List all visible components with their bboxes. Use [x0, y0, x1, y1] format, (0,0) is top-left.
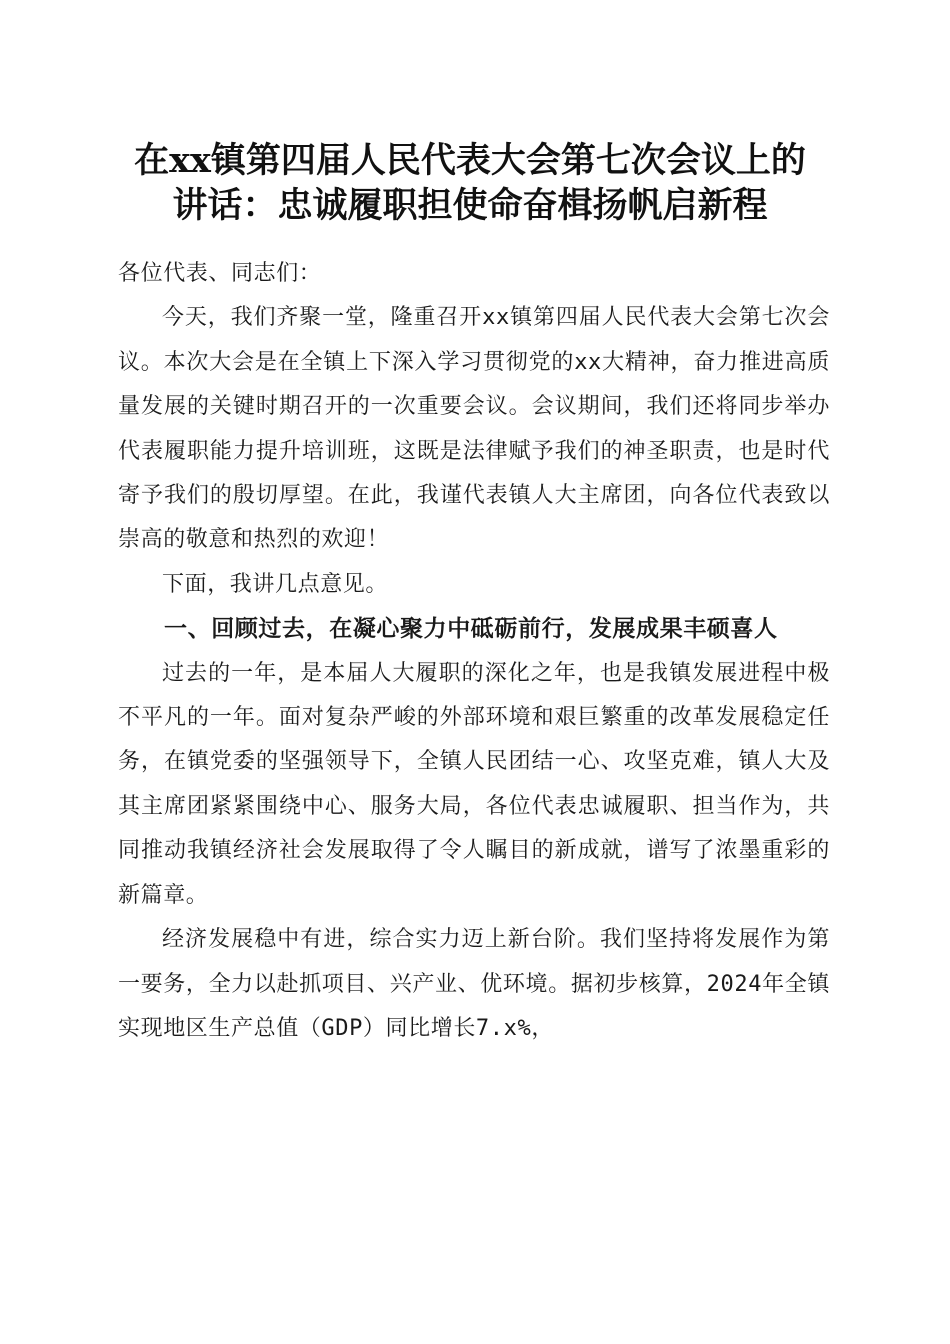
section-heading: 一、回顾过去，在凝心聚力中砥砺前行，发展成果丰硕喜人	[164, 616, 778, 643]
title-line-2: 讲话：忠诚履职担使命奋楫扬帆启新程	[172, 185, 768, 226]
paragraph-review: 过去的一年，是本届人大履职的深化之年，也是我镇发展进程中极不平凡的一年。面对复杂严峻的外部环境和艰巨繁重的改革发展稳定任务，在镇党委的坚强领导下，全镇人民团结一心、攻坚克难，镇人大及其主席团紧紧围绕中心、服务大局，各位代表忠诚履职、担当作为，共同推动我镇经济社会发展取得了令人瞩目的新成就，谱写了浓墨重彩的新篇章。	[118, 660, 830, 908]
paragraph-transition: 下面，我讲几点意见。	[162, 571, 389, 597]
document-title	[100, 138, 840, 228]
document-body	[118, 252, 830, 1051]
title-line-1: 在xx镇第四届人民代表大会第七次会议上的	[134, 140, 806, 181]
salutation: 各位代表、同志们：	[118, 261, 322, 286]
paragraph-opening: 今天，我们齐聚一堂，隆重召开xx镇第四届人民代表大会第七次会议。本次大会是在全镇上下深入学习贯彻党的xx大精神，奋力推进高质量发展的关键时期召开的一次重要会议。会议期间，我们还将同步举办代表履职能力提升培训班，这既是法律赋予我们的神圣职责，也是时代寄予我们的殷切厚望。在此，我谨代表镇人大主席团，向各位代表致以崇高的敬意和热烈的欢迎！	[118, 305, 830, 553]
paragraph-economy: 经济发展稳中有进，综合实力迈上新台阶。我们坚持将发展作为第一要务，全力以赴抓项目、兴产业、优环境。据初步核算，2024年全镇实现地区生产总值（GDP）同比增长7.x%，	[118, 927, 830, 1041]
